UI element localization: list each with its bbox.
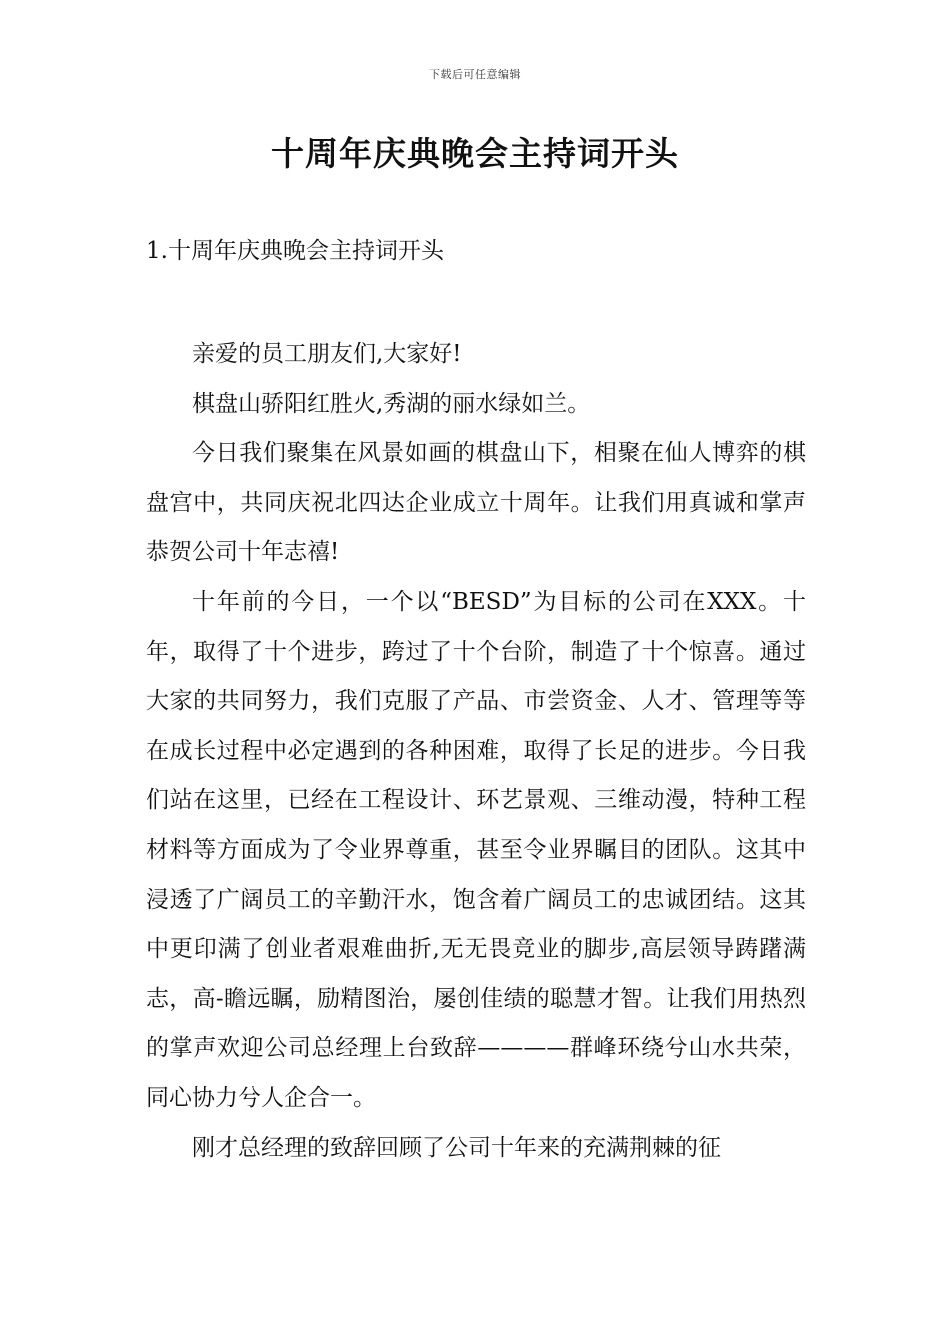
paragraph-couplet: 棋盘山骄阳红胜火,秀湖的丽水绿如兰。	[192, 390, 591, 417]
document-body	[146, 330, 806, 1173]
paragraph-gathering: 今日我们聚集在风景如画的棋盘山下，相聚在仙人博弈的棋盘宫中，共同庆祝北四达企业成立十周年。让我们用真诚和掌声恭贺公司十年志禧!	[146, 440, 806, 566]
section-heading: 1.十周年庆典晚会主持词开头	[146, 238, 444, 264]
document-title: 十周年庆典晚会主持词开头	[271, 134, 679, 173]
paragraph-continuation: 刚才总经理的致辞回顾了公司十年来的充满荆棘的征	[192, 1134, 721, 1161]
paragraph-greeting: 亲爱的员工朋友们,大家好!	[192, 341, 462, 367]
paragraph-ten-years: 十年前的今日，一个以“BESD”为目标的公司在XXX。十年，取得了十个进步，跨过了十个台阶，制造了十个惊喜。通过大家的共同努力，我们克服了产品、市尝资金、人才、管理等等在成长过程中必定遇到的各种困难，取得了长足的进步。今日我们站在这里，已经在工程设计、环艺景观、三维动漫，特种工程材料等方面成为了令业界尊重，甚至令业界瞩目的团队。这其中浸透了广阔员工的辛勤汗水，饱含着广阔员工的忠诚团结。这其中更印满了创业者艰难曲折,无无畏竞业的脚步,高层领导踌躇满志，高-瞻远瞩，励精图治，屡创佳绩的聪慧才智。让我们用热烈的掌声欢迎公司总经理上台致辞————群峰环绕兮山水共荣，同心协力兮人企合一。	[146, 588, 806, 1111]
header-note: 下载后可任意编辑	[429, 68, 521, 81]
